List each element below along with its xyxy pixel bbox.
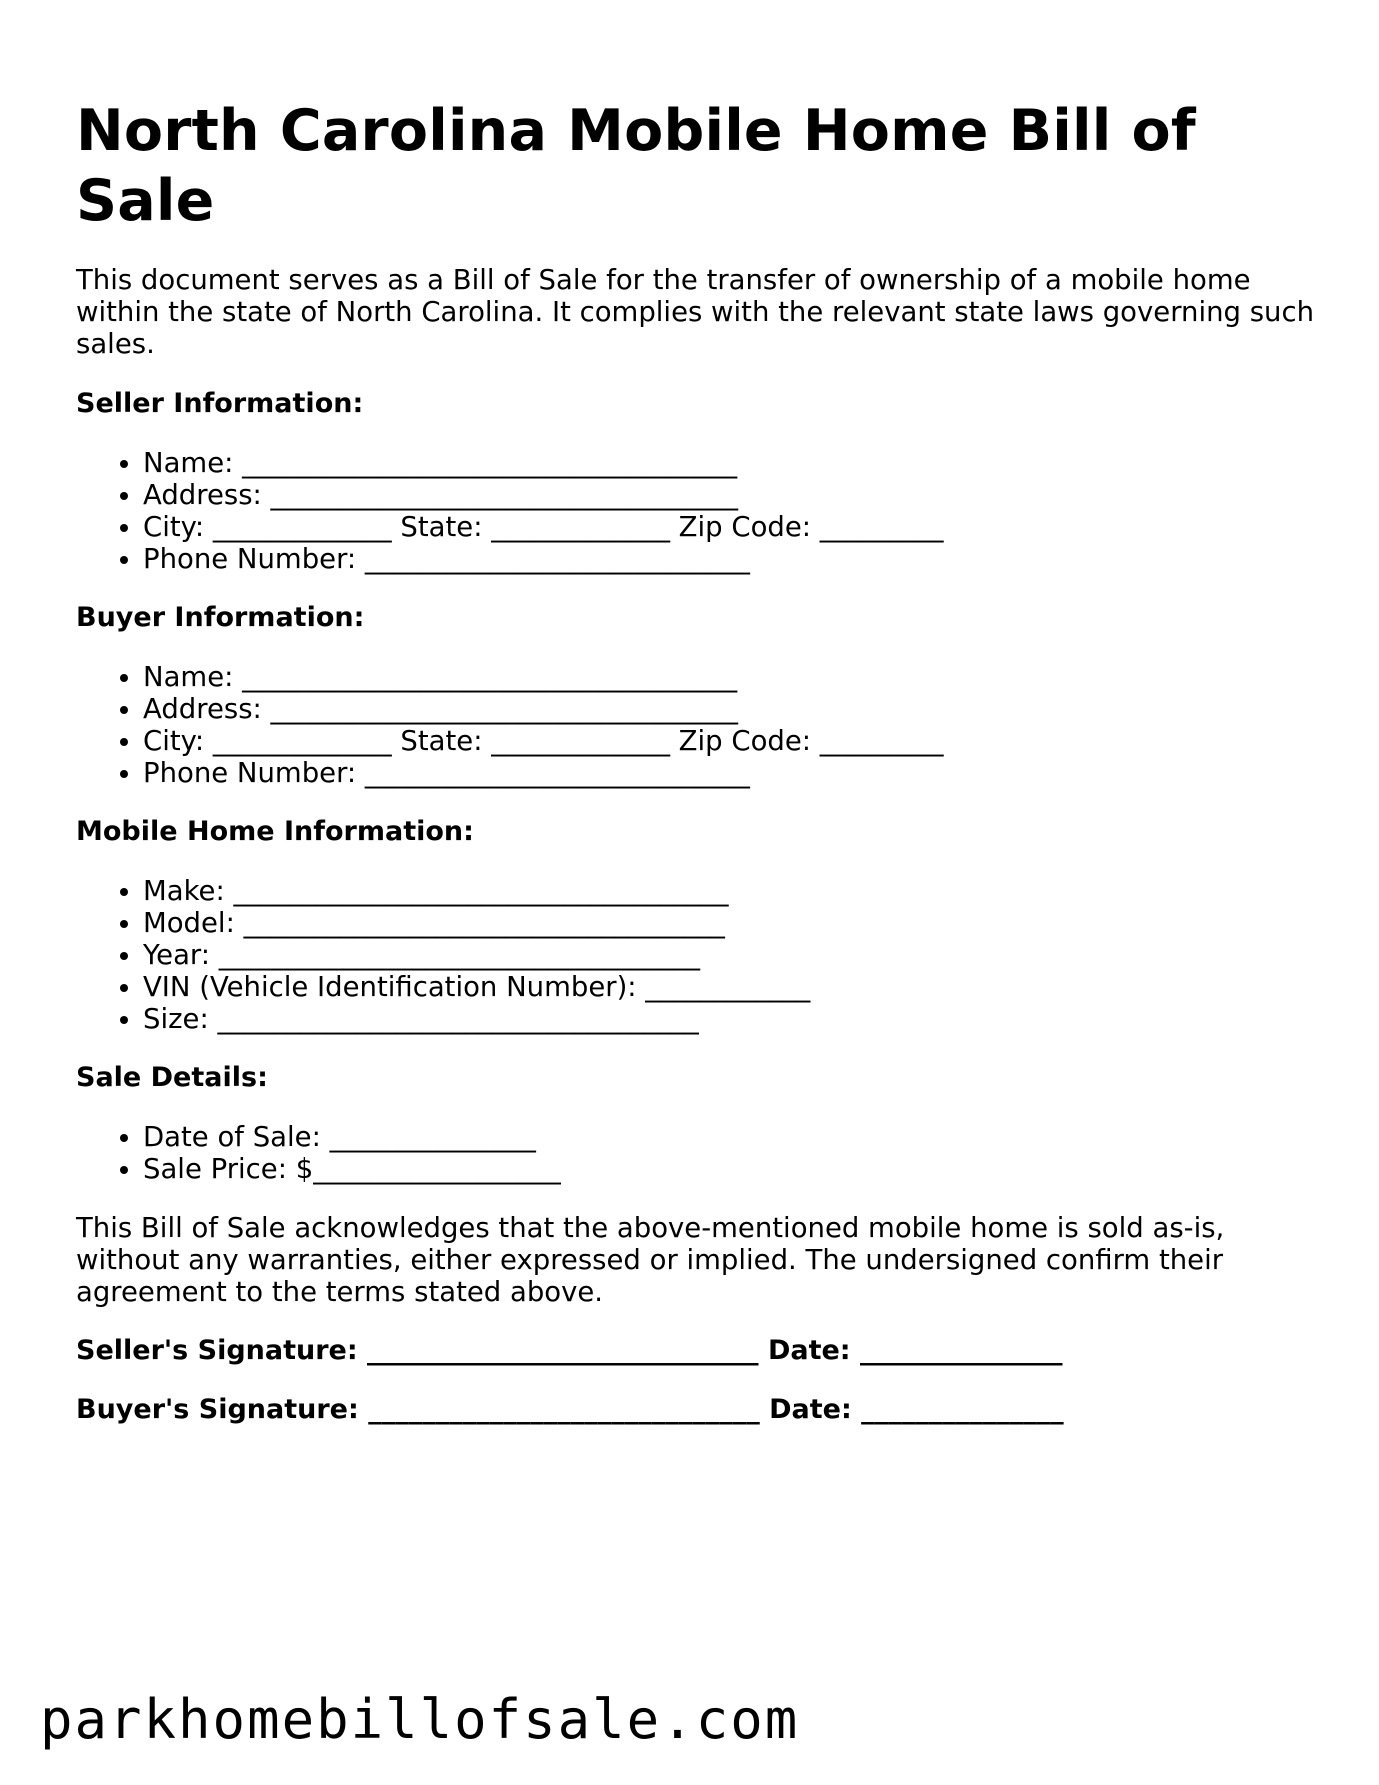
year-field: • Year: ___________________________________ <box>143 939 1316 971</box>
size-field: • Size: ___________________________________ <box>143 1003 1316 1035</box>
mobile-home-heading: Mobile Home Information: <box>76 816 474 847</box>
intro-paragraph: This document serves as a Bill of Sale for the transfer of ownership of a mobile home within the state of North Carolina. It complies with the relevant state laws governing such sales. <box>76 264 1315 360</box>
document-page <box>76 96 1316 1426</box>
buyer-address-field: • Address: __________________________________ <box>143 693 1316 725</box>
seller-heading: Seller Information: <box>76 388 364 419</box>
seller-field-list <box>76 447 1316 575</box>
buyer-phone-field: • Phone Number: ____________________________ <box>143 757 1316 789</box>
document-title: North Carolina Mobile Home Bill of Sale <box>76 98 1196 234</box>
date-of-sale-field: • Date of Sale: _______________ <box>143 1121 1316 1153</box>
buyer-heading: Buyer Information: <box>76 602 365 633</box>
sale-details-list <box>76 1121 1316 1185</box>
seller-phone-field: • Phone Number: ____________________________ <box>143 543 1316 575</box>
seller-address-field: • Address: __________________________________ <box>143 479 1316 511</box>
vin-field: • VIN (Vehicle Identification Number): ____________ <box>143 971 1316 1003</box>
sale-details-heading: Sale Details: <box>76 1062 268 1093</box>
seller-name-field: • Name: ____________________________________ <box>143 447 1316 479</box>
buyer-signature-line: Buyer's Signature: _____________________________ Date: _______________ <box>76 1394 1064 1425</box>
site-watermark: parkhomebillofsale.com <box>40 1688 800 1751</box>
model-field: • Model: ___________________________________ <box>143 907 1316 939</box>
make-field: • Make: ____________________________________ <box>143 875 1316 907</box>
buyer-name-field: • Name: ____________________________________ <box>143 661 1316 693</box>
buyer-city-state-zip-field: • City: _____________ State: _____________ Zip Code: _________ <box>143 725 1316 757</box>
seller-city-state-zip-field: • City: _____________ State: _____________ Zip Code: _________ <box>143 511 1316 543</box>
buyer-field-list <box>76 661 1316 789</box>
sale-price-field: • Sale Price: $__________________ <box>143 1153 1316 1185</box>
seller-signature-line: Seller's Signature: _____________________________ Date: _______________ <box>76 1335 1063 1366</box>
mobile-home-field-list <box>76 875 1316 1035</box>
closing-paragraph: This Bill of Sale acknowledges that the above-mentioned mobile home is sold as-is, without any warranties, either expressed or implied. The undersigned confirm their agreement to the terms stated above. <box>76 1212 1225 1308</box>
